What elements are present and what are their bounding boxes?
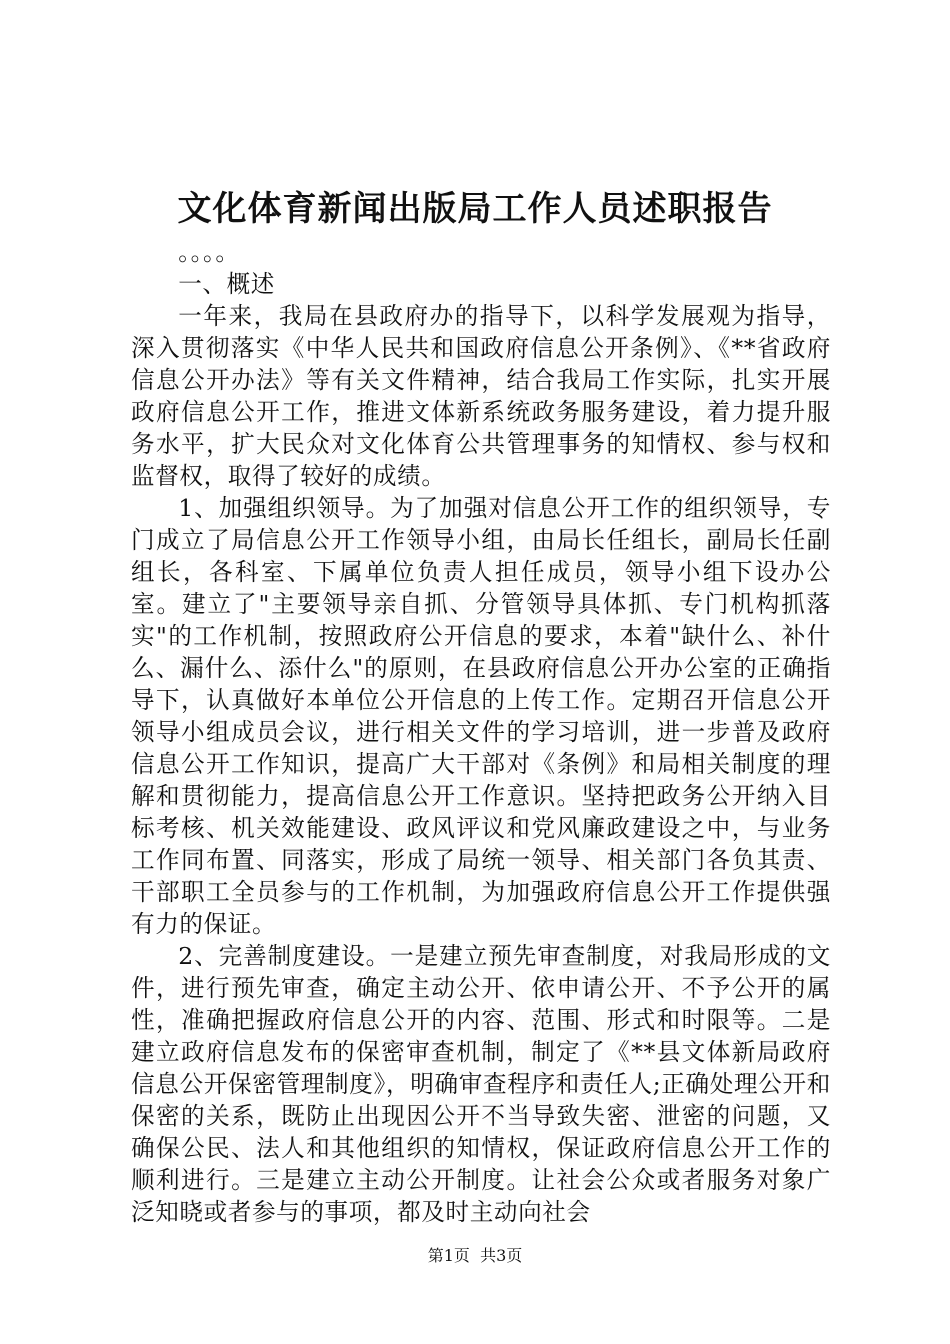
document-body xyxy=(131,236,831,1228)
paragraph-system: 2、完善制度建设。一是建立预先审查制度，对我局形成的文件，进行预先审查，确定主动公开、依申请公开、不予公开的属性，准确把握政府信息公开的内容、范围、形式和时限等。二是建立政府信息发布的保密审查机制，制定了《**县文体新局政府信息公开保密管理制度》，明确审查程序和责任人;正确处理公开和保密的关系，既防止出现因公开不当导致失密、泄密的问题，又确保公民、法人和其他组织的知情权，保证政府信息公开工作的顺利进行。三是建立主动公开制度。让社会公众或者服务对象广泛知晓或者参与的事项，都及时主动向社会 xyxy=(131,942,831,1226)
document-title: 文化体育新闻出版局工作人员述职报告 xyxy=(177,189,773,229)
ellipsis-line: 。。。。 xyxy=(178,238,240,266)
paragraph-intro: 一年来，我局在县政府办的指导下，以科学发展观为指导，深入贯彻落实《中华人民共和国政府信息公开条例》、《**省政府信息公开办法》等有关文件精神，结合我局工作实际，扎实开展政府信息公开工作，推进文体新系统政务服务建设，着力提升服务水平，扩大民众对文化体育公共管理事务的知情权、参与权和监督权，取得了较好的成绩。 xyxy=(131,302,831,490)
page-number: 第1页 共3页 xyxy=(427,1246,523,1265)
paragraph-organization: 1、加强组织领导。为了加强对信息公开工作的组织领导，专门成立了局信息公开工作领导小组，由局长任组长，副局长任副组长，各科室、下属单位负责人担任成员，领导小组下设办公室。建立了"主要领导亲自抓、分管领导具体抓、专门机构抓落实"的工作机制，按照政府公开信息的要求，本着"缺什么、补什么、漏什么、添什么"的原则，在县政府信息公开办公室的正确指导下，认真做好本单位公开信息的上传工作。定期召开信息公开领导小组成员会议，进行相关文件的学习培训，进一步普及政府信息公开工作知识，提高广大干部对《条例》和局相关制度的理解和贯彻能力，提高信息公开工作意识。坚持把政务公开纳入目标考核、机关效能建设、政风评议和党风廉政建设之中，与业务工作同布置、同落实，形成了局统一领导、相关部门各负其责、干部职工全员参与的工作机制，为加强政府信息公开工作提供强有力的保证。 xyxy=(131,494,831,938)
section-heading-overview: 一、概述 xyxy=(178,270,275,298)
